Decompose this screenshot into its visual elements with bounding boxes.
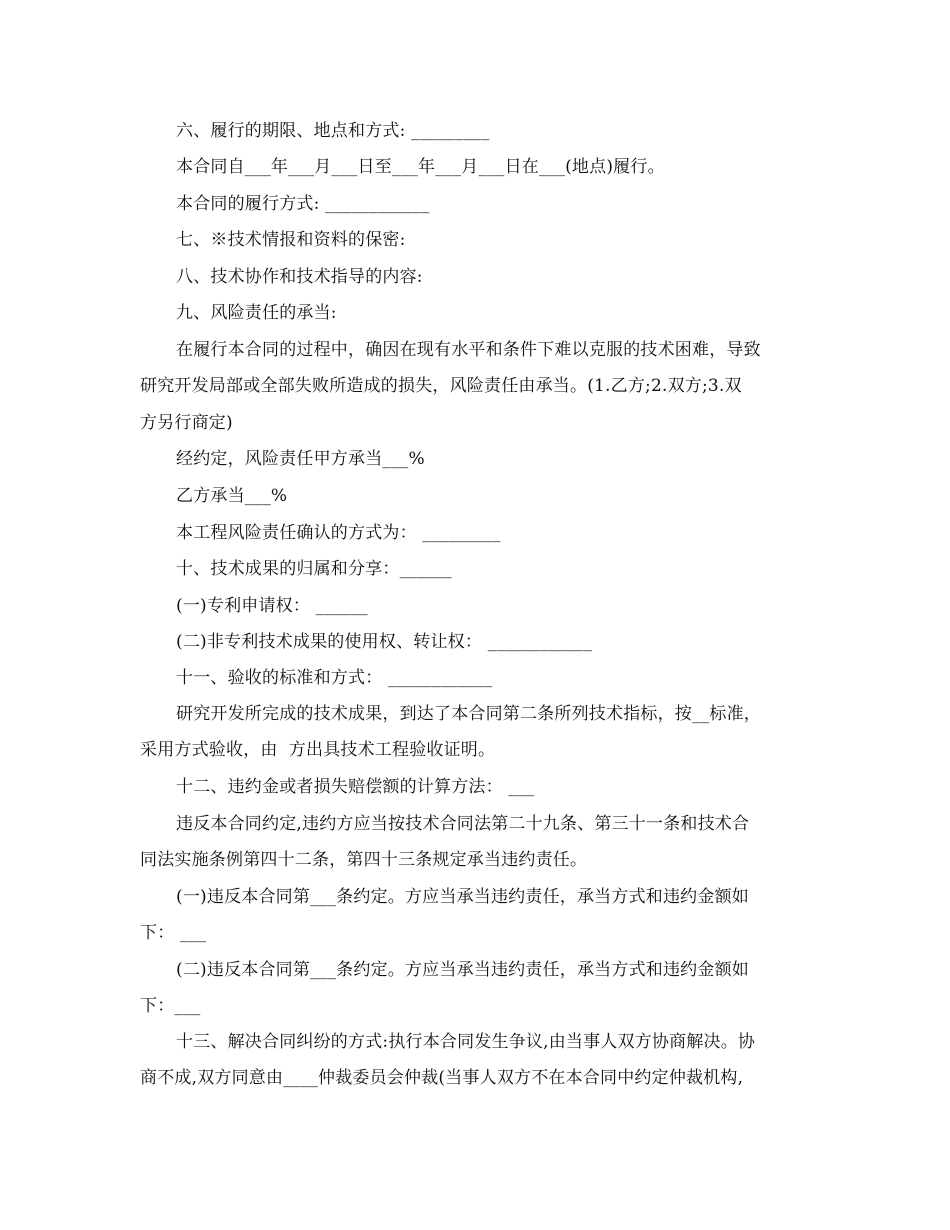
risk-paragraph-line-1: 在履行本合同的过程中，确因在现有水平和条件下难以克服的技术困难，导致 <box>176 340 761 360</box>
breach-item-2-line-2: 下：___ <box>140 996 201 1016</box>
non-patent-right-line: (二)非专利技术成果的使用权、转让权： ____________ <box>176 632 593 652</box>
breach-item-1-line-1: (一)违反本合同第___条约定。方应当承当违约责任，承当方式和违约金额如 <box>176 887 749 907</box>
section-11-heading: 十一、验收的标准和方式： ____________ <box>176 668 493 688</box>
risk-party-a-line: 经约定，风险责任甲方承当___% <box>176 449 425 469</box>
section-13-line-2: 商不成,双方同意由____仲裁委员会仲裁(当事人双方不在本合同中约定仲裁机构, <box>140 1068 744 1088</box>
breach-item-1-line-2: 下： ___ <box>140 923 207 943</box>
breach-paragraph-line-2: 同法实施条例第四十二条，第四十三条规定承当违约责任。 <box>140 850 588 870</box>
performance-period-line: 本合同自___年___月___日至___年___月___日在___(地点)履行。 <box>176 157 665 177</box>
risk-paragraph-line-3: 方另行商定) <box>140 413 233 433</box>
breach-paragraph-line-1: 违反本合同约定,违约方应当按技术合同法第二十九条、第三十一条和技术合 <box>176 814 750 834</box>
section-9-heading: 九、风险责任的承当: <box>176 303 337 323</box>
section-10-heading: 十、技术成果的归属和分享：______ <box>176 559 452 579</box>
risk-party-b-line: 乙方承当___% <box>176 486 288 506</box>
section-8-heading: 八、技术协作和技术指导的内容: <box>176 267 423 287</box>
section-7-heading: 七、※技术情报和资料的保密: <box>176 230 406 250</box>
breach-item-2-line-1: (二)违反本合同第___条约定。方应当承当违约责任，承当方式和违约金额如 <box>176 960 749 980</box>
section-13-line-1: 十三、解决合同纠纷的方式:执行本合同发生争议,由当事人双方协商解决。协 <box>176 1032 756 1052</box>
risk-confirmation-line: 本工程风险责任确认的方式为： _________ <box>176 523 501 543</box>
performance-method-line: 本合同的履行方式: ____________ <box>176 194 430 214</box>
acceptance-paragraph-line-1: 研究开发所完成的技术成果，到达了本合同第二条所列技术指标，按__标准， <box>176 704 761 724</box>
risk-paragraph-line-2: 研究开发局部或全部失败所造成的损失，风险责任由承当。(1.乙方;2.双方;3.双 <box>140 376 742 396</box>
section-12-heading: 十二、违约金或者损失赔偿额的计算方法： ___ <box>176 777 535 797</box>
patent-right-line: (一)专利申请权： ______ <box>176 596 368 616</box>
acceptance-paragraph-line-2: 采用方式验收，由 方出具技术工程验收证明。 <box>140 740 496 760</box>
section-6-heading: 六、履行的期限、地点和方式: _________ <box>176 121 490 141</box>
